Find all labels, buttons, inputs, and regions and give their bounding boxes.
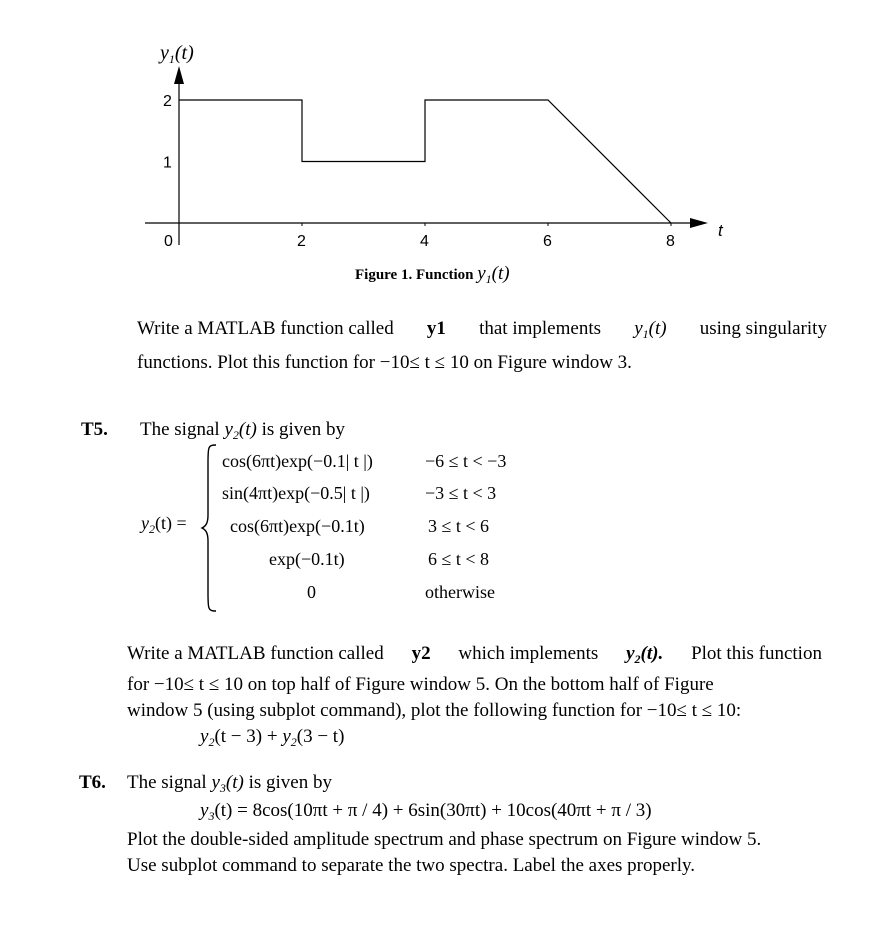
chart-axes	[145, 66, 708, 245]
chart-series	[179, 100, 671, 223]
t6-line2: Use subplot command to separate the two spectra. Label the axes properly.	[127, 855, 696, 876]
case-condition: −6 ≤ t < −3	[425, 451, 507, 471]
t5-paragraph	[127, 641, 822, 755]
x-axis-label: t	[718, 221, 723, 240]
t6-intro: The signal $y_3(t)$ is given by	[127, 772, 332, 795]
t5-formula: $y_2(t - 3) + y_2(3 - t)$	[200, 726, 345, 749]
case-expression: sin(4πt)exp(−0.5| t |)	[222, 483, 370, 503]
case-expression: 0	[307, 582, 316, 602]
x-axis-arrow	[690, 218, 708, 228]
x-tick-label: 6	[543, 233, 552, 250]
case-expression: cos(6πt)exp(−0.1| t |)	[222, 451, 373, 471]
t5-paragraph-line2: for −10≤ t ≤ 10 on top half of Figure window 5. On the bottom half of Figure	[127, 674, 714, 695]
y-axis-label: $y_1(t)$	[160, 42, 194, 66]
t6-equation: $y_3(t) = 8\cos(10\pi t + \pi / 4) + 6\sin(30\pi t) + 10\cos(40\pi t + \pi / 3)$	[200, 800, 652, 823]
x-tick-label: 2	[297, 233, 306, 250]
y-tick-label: 2	[163, 93, 172, 110]
case-expression: cos(6πt)exp(−0.1t)	[230, 516, 365, 536]
chart-y1	[0, 0, 870, 260]
t5-paragraph-line3: window 5 (using subplot command), plot the following function for −10≤ t ≤ 10:	[127, 700, 742, 721]
t5-label: T5.	[81, 419, 108, 440]
case-condition: 3 ≤ t < 6	[428, 516, 490, 536]
y-tick-label: 1	[163, 154, 172, 172]
x-tick-label: 4	[420, 233, 429, 250]
paragraph-y1-line1: Write a MATLAB function called y1 that implements $y_1(t)$ using singularity	[137, 318, 827, 341]
series-line-y1	[179, 100, 671, 223]
x-tick-label: 0	[164, 233, 173, 250]
t6-line1: Plot the double-sided amplitude spectrum and phase spectrum on Figure window 5.	[127, 829, 762, 850]
paragraph-y1	[137, 316, 827, 376]
t5-brace	[200, 443, 220, 613]
y-axis-arrow	[174, 66, 184, 84]
case-condition: −3 ≤ t < 3	[425, 483, 497, 503]
t5-lhs: $y_2(t)$ =	[141, 513, 187, 536]
figure-1	[0, 0, 870, 300]
case-condition: otherwise	[425, 582, 495, 602]
paragraph-y1-line2: functions. Plot this function for −10≤ t ≤ 10 on Figure window 3.	[137, 352, 632, 373]
figure-caption: Figure 1. Function $y_1(t)$	[355, 263, 510, 286]
t6-label: T6.	[79, 772, 106, 793]
case-condition: 6 ≤ t < 8	[428, 549, 490, 569]
case-expression: exp(−0.1t)	[269, 549, 345, 569]
x-tick-label: 8	[666, 233, 675, 250]
t5-paragraph-line1: Write a MATLAB function called y2 which implements $y_2(t)$. Plot this function	[127, 643, 822, 666]
t5-intro: The signal $y_2(t)$ is given by	[140, 419, 345, 442]
chart-ticks	[163, 93, 724, 250]
